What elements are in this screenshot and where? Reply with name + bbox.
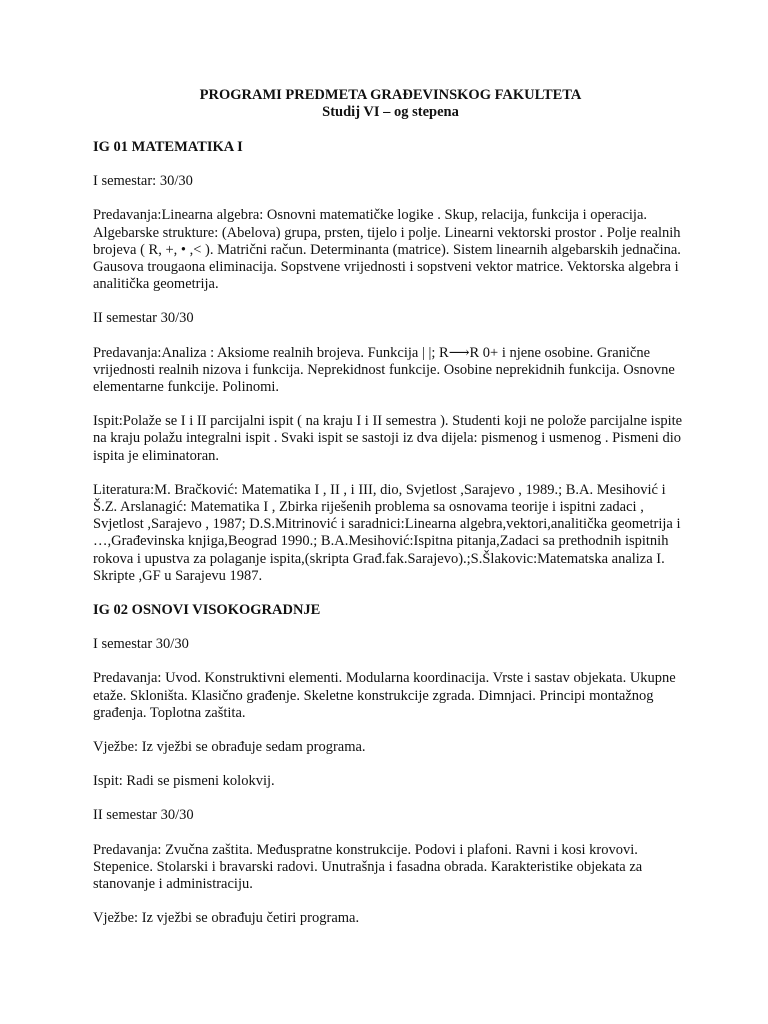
- semester-label: I semestar: 30/30: [93, 173, 193, 190]
- section-ig02: [93, 602, 688, 927]
- lecture-paragraph: Predavanja: Zvučna zaštita. Međuspratne konstrukcije. Podovi i plafoni. Ravni i kosi krovovi. Stepenice. Stolarski i bravarski radovi. Unutrašnja i fasadna obrada. Karakteristike objekata za stanovanje i administraciju.: [93, 841, 643, 893]
- exam-paragraph: Ispit:Polaže se I i II parcijalni ispit ( na kraju I i II semestra ). Studenti koji ne polože parcijalne ispite na kraju polažu integralni ispit . Svaki ispit se sastoji iz dva dijela: pismenog i usmenog . Pismeni dio ispita je eliminatoran.: [93, 413, 683, 464]
- document-subtitle: Studij VI – og stepena: [322, 104, 459, 120]
- literature-paragraph: Literatura:M. Bračković: Matematika I , II , i III, dio, Svjetlost ,Sarajevo , 1989.; B.A. Mesihović i Š.Z. Arslanagić: Matematika I , Zbirka riješenih problema sa osnovama teorije i ispitni zadaci , Svjetlost ,Sarajevo , 1987; D.S.Mitrinović i saradnici:Linearna algebra,vektori,analitička geometrija i …,Građevinska knjiga,Beograd 1990.; B.A.Mesihović:Ispitna pitanja,Zadaci sa prethodnih ispitnih rokova i upustva za polaganje ispita,(skripta Građ.fak.Sarajevo).;S.Šlakovic:Matematska analiza I. Skripte ,GF u Sarajevu 1987.: [93, 481, 681, 584]
- exercises-paragraph: Vježbe: Iz vježbi se obrađuje sedam programa.: [93, 739, 366, 756]
- section-heading: IG 02 OSNOVI VISOKOGRADNJE: [93, 602, 321, 619]
- title-block: [93, 87, 688, 121]
- lecture-paragraph: Predavanja:Analiza : Aksiome realnih brojeva. Funkcija | |; R⟶R 0+ i njene osobine. Granične vrijednosti realnih nizova i funkcija. Neprekidnost funkcije. Osobine neprekidnih funkcija. Osnovne elementarne funkcije. Polinomi.: [93, 344, 675, 396]
- semester-label: II semestar 30/30: [93, 310, 194, 327]
- semester-label: I semestar 30/30: [93, 636, 189, 653]
- lecture-paragraph: Predavanja: Uvod. Konstruktivni elementi. Modularna koordinacija. Vrste i sastav objekata. Ukupne etaže. Skloništa. Klasično građenje. Skeletne konstrukcije zgrada. Dimnjaci. Principi montažnog građenja. Toplotna zaštita.: [93, 670, 676, 721]
- lecture-paragraph: Predavanja:Linearna algebra: Osnovni matematičke logike . Skup, relacija, funkcija i operacija. Algebarske strukture: (Abelova) grupa, prsten, tijelo i polje. Linearni vektorski prostor . Polje realnih brojeva ( R, +, • ,< ). Matrični račun. Determinanta (matrice). Sistem linearnih algebarskih jednačina. Gausova trougaona eliminacija. Sopstvene vrijednosti i sopstveni vektor matrice. Vektorska algebra i analitička geometrija.: [93, 207, 681, 293]
- section-heading: IG 01 MATEMATIKA I: [93, 139, 243, 155]
- document-title: PROGRAMI PREDMETA GRAĐEVINSKOG FAKULTETA: [199, 87, 582, 103]
- exam-paragraph: Ispit: Radi se pismeni kolokvij.: [93, 773, 275, 790]
- semester-label: II semestar 30/30: [93, 807, 194, 824]
- section-ig01: [93, 139, 688, 585]
- exercises-paragraph: Vježbe: Iz vježbi se obrađuju četiri programa.: [93, 910, 360, 927]
